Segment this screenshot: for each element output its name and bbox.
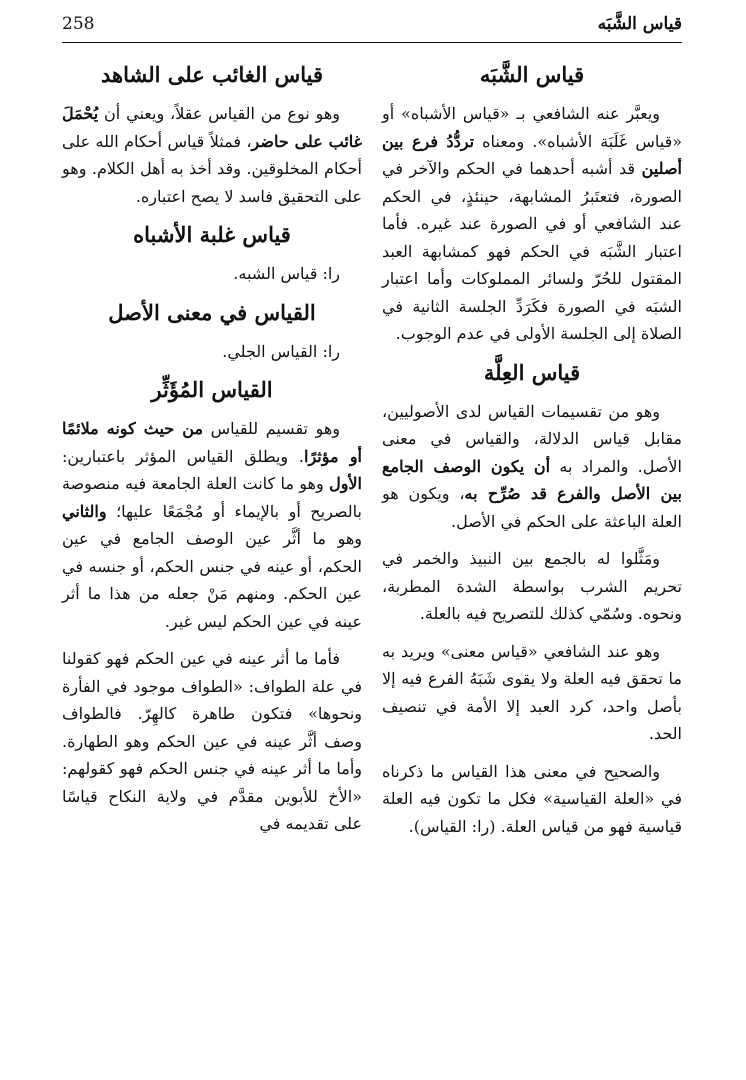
entry-paragraph <box>62 260 362 288</box>
bold-term: والثاني <box>62 501 107 521</box>
text-run: وهو من تقسيمات القياس لدى الأصوليين، مقابل قياس الدلالة، والقياس في معنى الأصل. والمراد به <box>382 401 682 476</box>
text-run: والصحيح في معنى هذا القياس ما ذكرناه في «العلة القياسية» فكل ما تكون فيه العلة قياسية فهو من قياس العلة. (را: القياس). <box>382 761 682 836</box>
text-run: وهو عند الشافعي «قياس معنى» ويريد به ما تحقق فيه العلة ولا يقوى شَبَهُ الفرع فيه إلا بأصل واحد، كرد العبد إلا الأمة في تنصيف الحد. <box>382 641 682 743</box>
right-column <box>382 58 682 850</box>
entry-paragraph <box>382 100 682 348</box>
running-title: قياس الشَّبَه <box>597 14 682 34</box>
entry-heading: القياس المُؤَثِّر <box>151 377 273 402</box>
page-header <box>62 14 682 43</box>
text-run: فأما ما أثر عينه في عين الحكم فهو كقولنا في علة الطواف: «الطواف موجود في الفأرة ونحوها» فتكون طاهرة كالهِرّ. فالطواف وصف أثَّر عينه في عين الحكم وهو الطهارة. وأما ما أثر عينه في جنس الحكم فهو كقولهم: «الأخ للأبوين مقدَّم في ولاية النكاح قياسًا على تقديمه في <box>62 649 362 833</box>
text-run: وهو ما كانت العلة الجامعة فيه منصوصة بالصريح أو بالإيماء أو مُجْمَعًا عليها؛ <box>62 474 362 521</box>
bold-term: تردُّدُ فرع بين أصلين <box>382 131 682 178</box>
left-column <box>62 58 362 848</box>
entry-paragraph <box>382 545 682 628</box>
entry-heading: القياس في معنى الأصل <box>108 299 316 325</box>
entry-paragraph <box>382 638 682 748</box>
text-run: وهو ما أثَّر عين الوصف الجامع في عين الحكم، أو عينه في جنس الحكم، أو جنسه في عين الحكم. ومنهم مَنْ جعله من هذا ما أثر عينه في عين الحكم ليس غير. <box>62 529 362 631</box>
page-number: 258 <box>62 14 95 34</box>
text-run: . ويطلق القياس المؤثر باعتبارين: <box>62 446 305 466</box>
entry-heading: قياس غلبة الأشباه <box>133 222 291 247</box>
text-run: قد أشبه أحدهما في الحكم والآخر في الصورة، فتعتَبرُ المشابهة، حينئذٍ، في الحكم عند الشافعي أو في الصورة عند غيره. فأما اعتبار الشَّبَه في الحكم فهو كمشابهة العبد المقتول للحُرّ ولسائر المملوكات وأما اعتبار الشبَه في الصورة فكَرَدِّ الجلسة الثانية في الصلاة إلى الجلسة الأولى في عدم الوجوب. <box>382 159 682 343</box>
entry-paragraph <box>62 100 362 210</box>
bold-term: يُحْمَلَ غائب على حاضر <box>62 104 363 151</box>
entry-paragraph <box>62 415 362 635</box>
entry-paragraph <box>382 398 682 536</box>
entry-heading: قياس الشَّبَه <box>479 62 585 87</box>
entry-heading: قياس العِلَّة <box>483 359 581 385</box>
text-run: ، ويكون هو العلة الباعثة على الحكم في الأصل. <box>382 484 682 531</box>
text-run: وهو تقسيم للقياس <box>203 419 341 438</box>
entry-paragraph <box>382 758 682 841</box>
text-run: را: قياس الشبه. <box>233 264 340 283</box>
text-run: ، فمثلاً قياس أحكام الله على أحكام المخلوقين. وقد أخذ به أهل الكلام. وهو على التحقيق فاسد لا يصح اعتباره. <box>62 131 362 206</box>
entry-heading: قياس الغائب على الشاهد <box>100 62 324 87</box>
entry-paragraph <box>62 338 362 366</box>
bold-term: الأول <box>329 474 362 493</box>
bold-term: من حيث كونه ملائمًا أو مؤثرًا <box>62 419 362 466</box>
text-run: ومَثَّلوا له بالجمع بين النبيذ والخمر في تحريم الشرب بواسطة الشدة المطربة، ونحوه. وسُمّي كذلك للتصريح فيه بالعلة. <box>382 549 682 623</box>
text-run: ويعبَّر عنه الشافعي بـ «قياس الأشباه» أو «قياس غَلَبَة الأشباه». ومعناه <box>382 104 682 151</box>
text-run: را: القياس الجلي. <box>222 341 340 361</box>
text-run: وهو نوع من القياس عقلاً، ويعني أن <box>98 104 340 123</box>
entry-paragraph <box>62 645 362 838</box>
bold-term: أن يكون الوصف الجامع بين الأصل والفرع قد صُرِّح به <box>382 456 682 503</box>
